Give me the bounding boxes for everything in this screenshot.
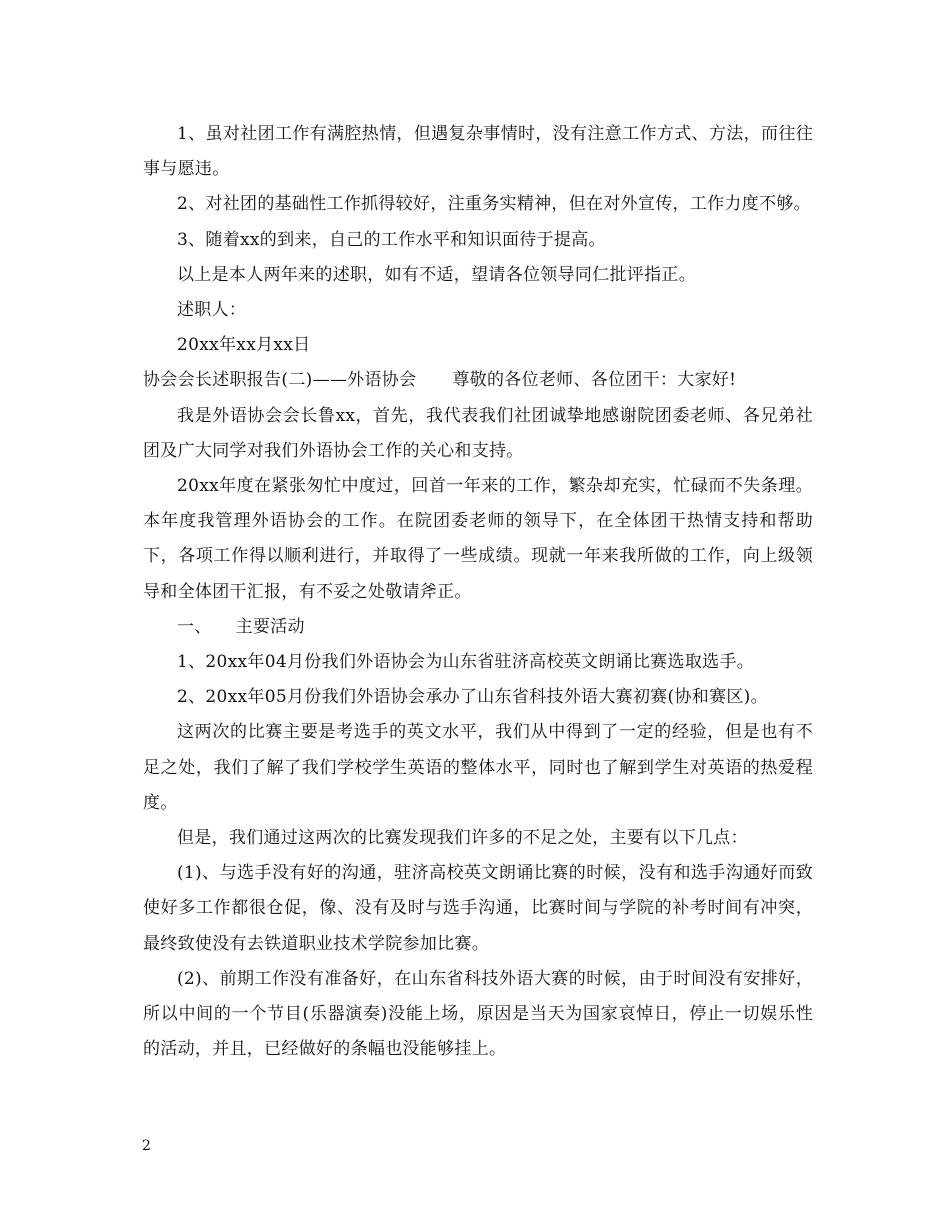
page-number: 2	[142, 1138, 151, 1154]
activity-item-1: 1、20xx年04月份我们外语协会为山东省驻济高校英文朗诵比赛选取选手。	[177, 652, 755, 673]
section-number: 一、	[177, 616, 212, 637]
paragraph-shortcoming-3: 3、随着xx的到来，自己的工作水平和知识面待于提高。	[177, 229, 606, 250]
issue-item-1: (1)、与选手没有好的沟通，驻济高校英文朗诵比赛的时候，没有和选手沟通好而致使好多工作都很仓促，像、没有及时与选手沟通，比赛时间与学院的补考时间有冲突，最终致使没有去铁道职业技术学院参加比赛。	[143, 863, 813, 954]
activity-item-2: 2、20xx年05月份我们外语协会承办了山东省科技外语大赛初赛(协和赛区)。	[177, 687, 768, 708]
paragraph-shortcoming-1: 1、虽对社团工作有满腔热情，但遇复杂事情时，没有注意工作方式、方法，而往往事与愿违。	[143, 124, 813, 180]
document-body	[143, 117, 813, 1067]
paragraph-introduction: 我是外语协会会长鲁xx，首先，我代表我们社团诚挚地感谢院团委老师、各兄弟社团及广大同学对我们外语协会工作的关心和支持。	[143, 405, 813, 461]
paragraph-issues-intro: 但是，我们通过这两次的比赛发现我们许多的不足之处，主要有以下几点：	[177, 828, 748, 849]
paragraph-shortcoming-2: 2、对社团的基础性工作抓得较好，注重务实精神，但在对外宣传，工作力度不够。	[177, 194, 811, 215]
section-title: 主要活动	[235, 616, 305, 637]
paragraph-closing: 以上是本人两年来的述职，如有不适，望请各位领导同仁批评指正。	[177, 264, 696, 285]
greeting: 尊敬的各位老师、各位团干：大家好!	[452, 370, 737, 391]
paragraph-annual-summary: 20xx年度在紧张匆忙中度过，回首一年来的工作，繁杂却充实，忙碌而不失条理。本年度我管理外语协会的工作。在院团委老师的领导下，在全体团干热情支持和帮助下，各项工作得以顺利进行，并取得了一些成绩。现就一年来我所做的工作，向上级领导和全体团干汇报，有不妥之处敬请斧正。	[143, 476, 813, 602]
report-title-line	[143, 363, 813, 398]
signature-date: 20xx年xx月xx日	[177, 335, 311, 356]
paragraph-competition-review: 这两次的比赛主要是考选手的英文水平，我们从中得到了一定的经验，但是也有不足之处，我们了解了我们学校学生英语的整体水平，同时也了解到学生对英语的热爱程度。	[143, 722, 813, 813]
issue-item-2: (2)、前期工作没有准备好，在山东省科技外语大赛的时候，由于时间没有安排好，所以中间的一个节目(乐器演奏)没能上场，原因是当天为国家哀悼日，停止一切娱乐性的活动，并且，已经做好的条幅也没能够挂上。	[143, 968, 813, 1060]
section-heading	[143, 610, 813, 645]
report-title: 协会会长述职报告(二)——外语协会	[143, 370, 417, 391]
signature-label: 述职人：	[177, 300, 247, 321]
